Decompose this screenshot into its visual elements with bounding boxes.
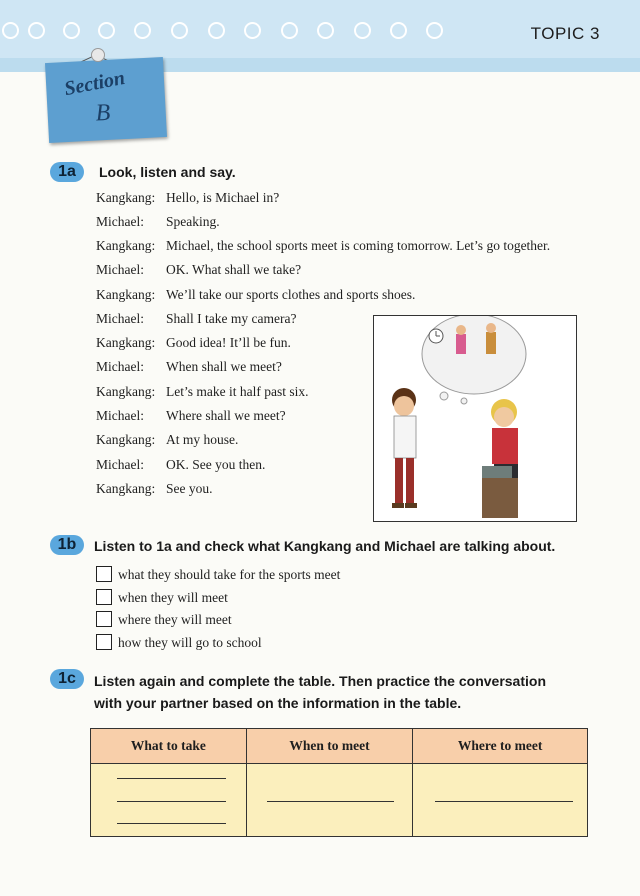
ring-decoration	[208, 22, 225, 39]
dialogue-line: Michael: Speaking.	[96, 214, 220, 229]
ring-decoration	[426, 22, 443, 39]
option-checkbox-row: how they will go to school	[96, 634, 262, 651]
part-1c-title-line2: with your partner based on the information in the table.	[94, 695, 462, 711]
ring-decoration	[390, 22, 407, 39]
phone-call-illustration	[373, 315, 577, 522]
dialogue-line: Kangkang: Good idea! It’ll be fun.	[96, 335, 291, 350]
dialogue-line: Michael: OK. See you then.	[96, 457, 266, 472]
part-1c-title-line1: Listen again and complete the table. Then practice the conversation	[94, 673, 546, 689]
ring-decoration	[171, 22, 188, 39]
checkbox[interactable]	[96, 566, 112, 582]
info-table	[90, 728, 588, 837]
ring-decoration	[281, 22, 298, 39]
checkbox[interactable]	[96, 611, 112, 627]
part-1c-number: 1c	[50, 669, 84, 689]
checkbox[interactable]	[96, 589, 112, 605]
ring-decoration	[28, 22, 45, 39]
ring-decoration	[63, 22, 80, 39]
dialogue-line: Kangkang: Hello, is Michael in?	[96, 190, 280, 205]
table-row	[91, 764, 588, 837]
part-1a-title: Look, listen and say.	[99, 164, 236, 180]
phone-call-illustration-art	[374, 316, 576, 521]
ring-decoration	[134, 22, 151, 39]
table-header-row	[91, 729, 588, 764]
dialogue-line: Kangkang: We’ll take our sports clothes and sports shoes.	[96, 287, 416, 302]
column-when-to-meet: When to meet	[246, 729, 412, 764]
ring-decoration	[244, 22, 261, 39]
option-checkbox-row: where they will meet	[96, 611, 232, 628]
dialogue-line: Kangkang: At my house.	[96, 432, 239, 447]
pushpin-icon	[91, 48, 105, 62]
dialogue-line: Michael: OK. What shall we take?	[96, 262, 302, 277]
dialogue-line: Kangkang: See you.	[96, 481, 213, 496]
part-1b-number: 1b	[50, 535, 84, 555]
dialogue-line: Michael: Where shall we meet?	[96, 408, 286, 423]
answer-cell-where[interactable]	[413, 764, 588, 837]
dialogue-line: Michael: When shall we meet?	[96, 359, 282, 374]
section-word: Section	[62, 66, 127, 101]
checkbox[interactable]	[96, 634, 112, 650]
ring-decoration	[317, 22, 334, 39]
answer-cell-what[interactable]	[91, 764, 247, 837]
topic-label: TOPIC 3	[530, 24, 600, 43]
dialogue-line: Kangkang: Michael, the school sports meet is coming tomorrow. Let’s go together.	[96, 238, 551, 253]
ring-decoration	[354, 22, 371, 39]
answer-blank[interactable]	[267, 801, 394, 802]
answer-blank[interactable]	[117, 778, 226, 779]
dialogue-line: Michael: Shall I take my camera?	[96, 311, 297, 326]
answer-blank[interactable]	[117, 801, 226, 802]
part-1a-number: 1a	[50, 162, 84, 182]
dialogue-line: Kangkang: Let’s make it half past six.	[96, 384, 309, 399]
section-letter: B	[95, 99, 112, 127]
part-1b-title: Listen to 1a and check what Kangkang and Michael are talking about.	[94, 538, 556, 554]
option-checkbox-row: when they will meet	[96, 589, 228, 606]
column-what-to-take: What to take	[91, 729, 247, 764]
answer-blank[interactable]	[435, 801, 573, 802]
section-tag	[45, 57, 167, 143]
option-checkbox-row: what they should take for the sports meet	[96, 566, 340, 583]
answer-blank[interactable]	[117, 823, 226, 824]
column-where-to-meet: Where to meet	[413, 729, 588, 764]
ring-decoration	[98, 22, 115, 39]
ring-decoration	[2, 22, 19, 39]
answer-cell-when[interactable]	[246, 764, 412, 837]
